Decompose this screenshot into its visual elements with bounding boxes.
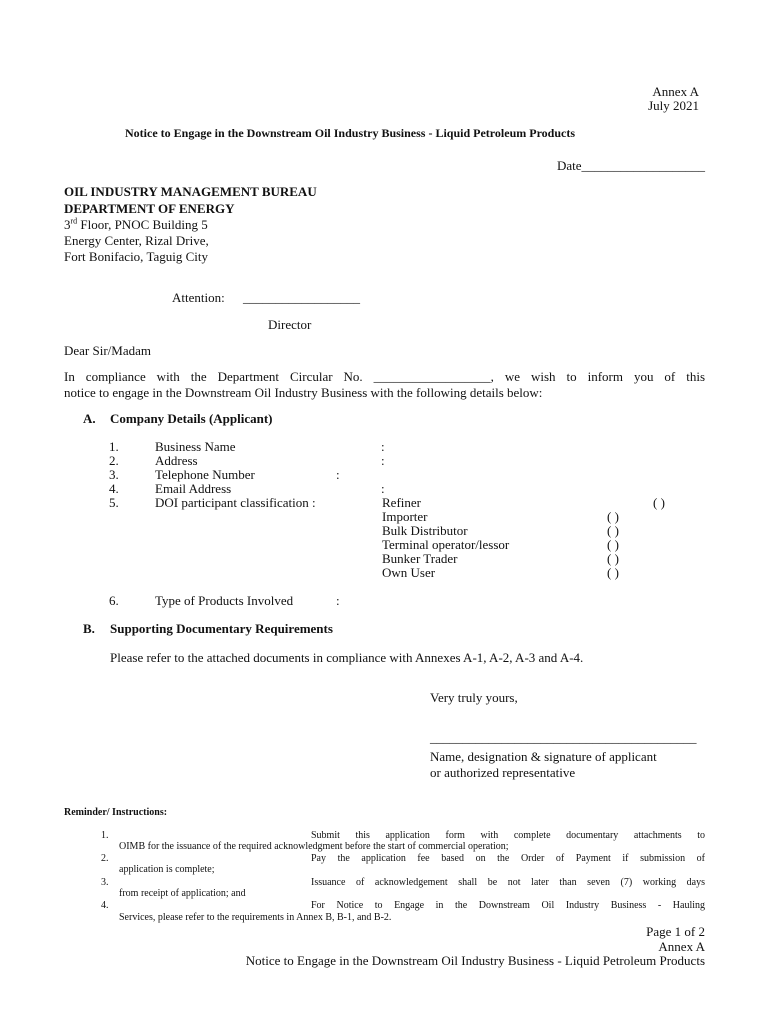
section-b-title: Supporting Documentary Requirements [110, 621, 333, 636]
section-b-letter: B. [83, 621, 95, 636]
addressee-street: Energy Center, Rizal Drive, [64, 233, 209, 248]
reminder-text: Issuance of acknowledgement shall be not later than seven (7) working days [311, 877, 705, 888]
salutation: Dear Sir/Madam [64, 343, 152, 358]
address-field[interactable]: : [381, 453, 385, 468]
section-a-title: Company Details (Applicant) [110, 411, 273, 426]
annex-date: July 2021 [648, 98, 699, 113]
attention-label: Attention: [172, 290, 225, 305]
intro-line-2: notice to engage in the Downstream Oil Industry Business with the following details below: [64, 385, 543, 400]
option-own-user-label: Own User [382, 565, 436, 580]
attention-blank[interactable]: __________________ [243, 290, 360, 305]
item-number: 1. [109, 439, 119, 454]
option-own-user-checkbox[interactable]: ( ) [607, 565, 619, 580]
address-label: Address [155, 453, 198, 468]
signature-line[interactable]: _________________________________________ [430, 730, 697, 745]
item-number: 3. [109, 467, 119, 482]
document-title: Notice to Engage in the Downstream Oil Industry Business - Liquid Petroleum Products [125, 126, 576, 140]
intro-line-1: In compliance with the Department Circular No. __________________, we wish to inform you of this [64, 369, 705, 384]
footer-title: Notice to Engage in the Downstream Oil Industry Business - Liquid Petroleum Products [245, 953, 705, 968]
reminder-number: 3. [101, 877, 109, 888]
reminder-text-cont: OIMB for the issuance of the required acknowledgment before the start of commercial operation; [119, 841, 509, 852]
classification-label: DOI participant classification : [155, 495, 316, 510]
business-name-field[interactable]: : [381, 439, 385, 454]
reminder-number: 2. [101, 853, 109, 864]
reminder-number: 4. [101, 900, 109, 911]
reminder-text-cont: application is complete; [119, 864, 215, 875]
footer-annex: Annex A [658, 939, 705, 954]
reminder-text: For Notice to Engage in the Downstream Oil Industry Business - Hauling [311, 900, 705, 911]
addressee-floor: 3rd Floor, PNOC Building 5 [64, 216, 208, 232]
date-field[interactable]: Date___________________ [556, 158, 705, 173]
annex-label: Annex A [652, 84, 699, 99]
page-number: Page 1 of 2 [646, 924, 705, 939]
products-label: Type of Products Involved [155, 593, 294, 608]
telephone-label: Telephone Number [155, 467, 255, 482]
reminder-number: 1. [101, 830, 109, 841]
reminder-text-cont: from receipt of application; and [119, 888, 246, 899]
section-a-letter: A. [83, 411, 96, 426]
telephone-field[interactable]: : [336, 467, 340, 482]
option-bulk-distributor-checkbox[interactable]: ( ) [607, 523, 619, 538]
addressee-city: Fort Bonifacio, Taguig City [64, 249, 209, 264]
item-number: 6. [109, 593, 119, 608]
products-field[interactable]: : [336, 593, 340, 608]
attention-title: Director [268, 317, 312, 332]
business-name-label: Business Name [155, 439, 236, 454]
signature-label-2: or authorized representative [430, 765, 576, 780]
section-b-text: Please refer to the attached documents in compliance with Annexes A-1, A-2, A-3 and A-4. [110, 650, 584, 665]
valediction: Very truly yours, [430, 690, 518, 705]
option-importer-label: Importer [382, 509, 428, 524]
reminder-text: Pay the application fee based on the Order of Payment if submission of [311, 853, 705, 864]
email-field[interactable]: : [381, 481, 385, 496]
option-bunker-trader-checkbox[interactable]: ( ) [607, 551, 619, 566]
signature-label-1: Name, designation & signature of applicant [430, 749, 657, 764]
item-number: 4. [109, 481, 119, 496]
addressee-department: DEPARTMENT OF ENERGY [64, 201, 235, 216]
option-bunker-trader-label: Bunker Trader [382, 551, 458, 566]
option-bulk-distributor-label: Bulk Distributor [382, 523, 468, 538]
option-refiner-label: Refiner [382, 495, 421, 510]
option-refiner-checkbox[interactable]: ( ) [653, 495, 665, 510]
option-terminal-operator-checkbox[interactable]: ( ) [607, 537, 619, 552]
reminder-text-cont: Services, please refer to the requirements in Annex B, B-1, and B-2. [119, 912, 392, 923]
reminder-title: Reminder/ Instructions: [64, 807, 168, 818]
email-label: Email Address [155, 481, 232, 496]
item-number: 2. [109, 453, 119, 468]
addressee-bureau: OIL INDUSTRY MANAGEMENT BUREAU [64, 184, 317, 199]
option-importer-checkbox[interactable]: ( ) [607, 509, 619, 524]
option-terminal-operator-label: Terminal operator/lessor [382, 537, 510, 552]
reminder-text: Submit this application form with complete documentary attachments to [311, 830, 705, 841]
item-number: 5. [109, 495, 119, 510]
